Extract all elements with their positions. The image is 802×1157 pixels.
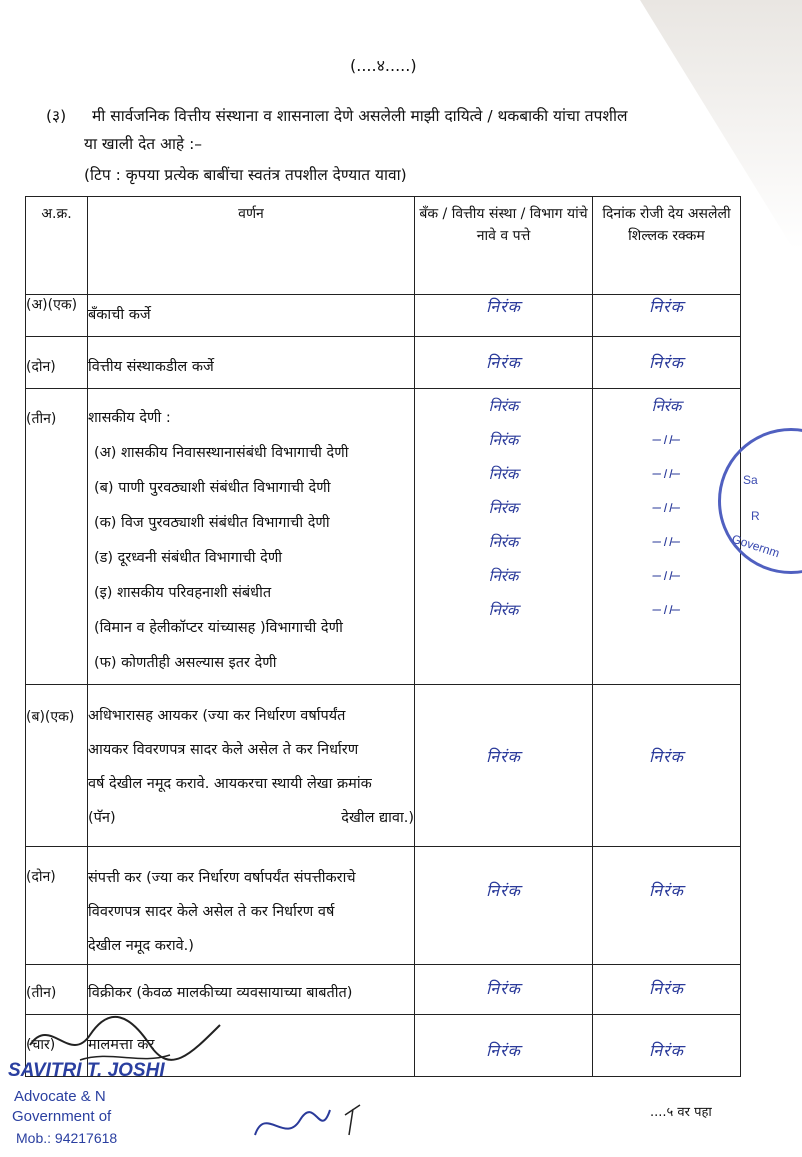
govt-bank-values — [415, 389, 593, 685]
bank-value: निरंक — [488, 499, 519, 517]
desc-line — [88, 801, 414, 835]
section-number: (३) — [46, 107, 67, 125]
header-row — [26, 197, 741, 295]
table-row — [26, 295, 741, 337]
amount-value: निरंक — [593, 337, 741, 389]
ditto-mark: —।।— — [652, 534, 681, 550]
table-row-wealth-tax — [26, 847, 741, 965]
desc-line: विवरणपत्र सादर केले असेल ते कर निर्धारण वर्ष — [88, 904, 335, 920]
bank-value: निरंक — [488, 431, 519, 449]
amount-value: निरंक — [593, 965, 741, 1015]
bank-value: निरंक — [415, 295, 593, 337]
bank-value: निरंक — [415, 685, 593, 847]
ditto-mark: —।।— — [652, 500, 681, 516]
continued-note: ....५ वर पहा — [650, 1105, 712, 1120]
header-description: वर्णन — [88, 197, 415, 295]
section-note: (टिप : कृपया प्रत्येक बाबींचा स्वतंत्र तपशील देण्यात यावा) — [84, 166, 407, 184]
ditto-mark: —।।— — [652, 568, 681, 584]
row-code: (ब)(एक) — [26, 685, 88, 847]
row-description: विक्रीकर (केवळ मालकीच्या व्यवसायाच्या बाबतीत) — [88, 965, 415, 1015]
govt-amount-values — [593, 389, 741, 685]
amount-value: निरंक — [593, 1015, 741, 1077]
row-description: वित्तीय संस्थाकडील कर्जे — [88, 337, 415, 389]
stamp-government: Government of — [12, 1108, 112, 1125]
amount-value: निरंक — [593, 685, 741, 847]
seal-text: Sa — [743, 473, 758, 487]
government-dues-title: शासकीय देणी : — [88, 410, 171, 426]
amount-value: निरंक — [593, 847, 741, 965]
govt-item: (इ) शासकीय परिवहनाशी संबंधीत — [94, 585, 272, 601]
pan-label: (पॅन) — [88, 810, 116, 826]
govt-item: (ब) पाणी पुरवठ्याशी संबंधीत विभागाची देणी — [94, 480, 331, 496]
ditto-mark: —।।— — [652, 432, 681, 448]
ditto-mark: —।।— — [652, 602, 681, 618]
bank-value: निरंक — [415, 965, 593, 1015]
row-code: (दोन) — [26, 847, 88, 965]
bank-value: निरंक — [488, 601, 519, 619]
table-row-government-dues — [26, 389, 741, 685]
signature-initials — [245, 1095, 375, 1155]
pan-suffix: देखील द्यावा.) — [341, 810, 414, 826]
table-row — [26, 337, 741, 389]
wealth-tax-description — [88, 847, 415, 965]
govt-item: (अ) शासकीय निवासस्थानासंबंधी विभागाची देणी — [94, 445, 349, 461]
header-serial: अ.क्र. — [26, 197, 88, 295]
desc-line: देखील नमूद करावे.) — [88, 938, 194, 954]
row-code: (दोन) — [26, 337, 88, 389]
desc-line: वर्ष देखील नमूद करावे. आयकरचा स्थायी लेखा क्रमांक — [88, 776, 372, 792]
stamp-name: SAVITRI T. JOSHI — [8, 1060, 165, 1081]
stamp-mobile: Mob.: 94217618 — [16, 1130, 118, 1146]
desc-line: संपत्ती कर (ज्या कर निर्धारण वर्षापर्यंत संपत्तीकराचे — [88, 870, 356, 886]
bank-value: निरंक — [415, 1015, 593, 1077]
row-code: (तीन) — [26, 389, 88, 685]
section-line-2: या खाली देत आहे :– — [84, 135, 203, 153]
section-line-1: मी सार्वजनिक वित्तीय संस्थाना व शासनाला देणे असलेली माझी दायित्वे / थकबाकी यांचा तपशील — [92, 107, 628, 125]
desc-line: आयकर विवरणपत्र सादर केले असेल ते कर निर्धारण — [88, 742, 359, 758]
liabilities-table — [25, 196, 741, 1077]
government-dues-description — [88, 389, 415, 685]
income-tax-description — [88, 685, 415, 847]
row-code: (चार) — [26, 1015, 88, 1077]
govt-item: (फ) कोणतीही असल्यास इतर देणी — [94, 655, 277, 671]
govt-item: (विमान व हेलीकॉप्टर यांच्यासह )विभागाची देणी — [94, 620, 343, 636]
bank-value: निरंक — [415, 847, 593, 965]
row-code: (अ)(एक) — [26, 295, 88, 337]
seal-text: Governm — [730, 531, 782, 561]
row-description: बँकाची कर्जे — [88, 295, 415, 337]
amount-value: निरंक — [651, 397, 682, 415]
bank-value: निरंक — [488, 533, 519, 551]
ditto-mark: —।।— — [652, 466, 681, 482]
table-row-income-tax — [26, 685, 741, 847]
bank-value: निरंक — [488, 397, 519, 415]
page-marker: (....४.....) — [350, 56, 417, 75]
govt-item: (ड) दूरध्वनी संबंधीत विभागाची देणी — [94, 550, 283, 566]
row-description: मालमत्ता कर — [88, 1015, 415, 1077]
bank-value: निरंक — [488, 567, 519, 585]
desc-line: अधिभारासह आयकर (ज्या कर निर्धारण वर्षापर्यंत — [88, 708, 346, 724]
govt-item: (क) विज पुरवठ्याशी संबंधीत विभागाची देणी — [94, 515, 330, 531]
seal-text: R — [751, 509, 760, 523]
bank-value: निरंक — [415, 337, 593, 389]
header-bank: बँक / वित्तीय संस्था / विभाग यांचे नावे व पत्ते — [415, 197, 593, 295]
row-code: (तीन) — [26, 965, 88, 1015]
header-amount: दिनांक रोजी देय असलेली शिल्लक रक्कम — [593, 197, 741, 295]
amount-value: निरंक — [593, 295, 741, 337]
stamp-title: Advocate & N — [14, 1088, 106, 1105]
bank-value: निरंक — [488, 465, 519, 483]
